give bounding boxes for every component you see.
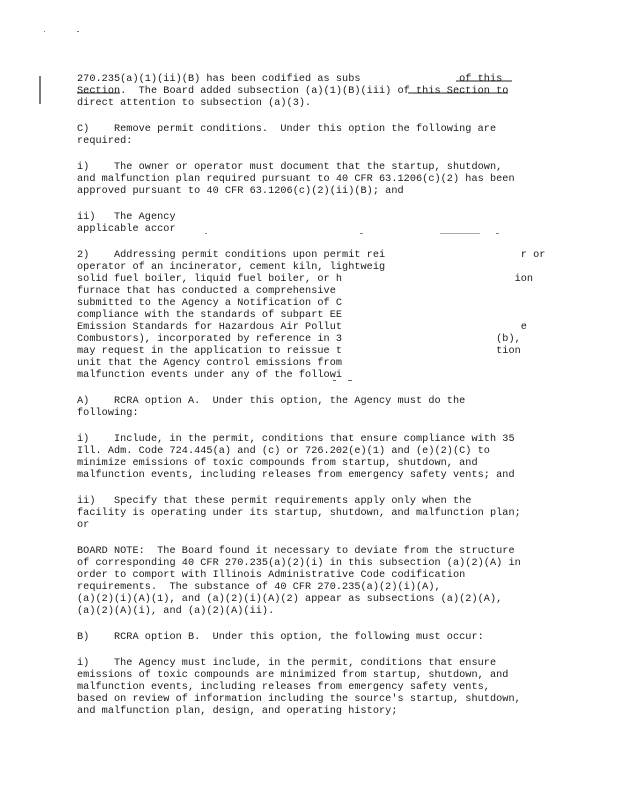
text-line: order to comport with Illinois Administrative Code codification: [77, 570, 466, 581]
text-line: malfunction events, including releases from emergency safety vents; and: [77, 470, 515, 481]
text-line: requirements. The substance of 40 CFR 270.235(a)(2)(i)(A),: [77, 582, 441, 593]
text-line: ii) Specify that these permit requirements apply only when the: [77, 496, 472, 507]
text-line: ii) The Agency: [77, 212, 176, 223]
text-line: malfunction events under any of the followi: [77, 370, 343, 381]
text-line: C) Remove permit conditions. Under this option the following are: [77, 124, 497, 135]
scan-speck: [496, 233, 499, 234]
text-line: (a)(2)(A)(i), and (a)(2)(A)(ii).: [77, 606, 275, 617]
text-line: minimize emissions of toxic compounds from startup, shutdown, and: [77, 458, 478, 469]
text-line: B) RCRA option B. Under this option, the following must occur:: [77, 632, 484, 643]
text-line: (a)(2)(i)(A)(1), and (a)(2)(i)(A)(2) appear as subsections (a)(2)(A),: [77, 594, 503, 605]
text-line: i) Include, in the permit, conditions that ensure compliance with 35: [77, 434, 515, 445]
text-line: emissions of toxic compounds are minimized from startup, shutdown, and: [77, 670, 509, 681]
text-line: Ill. Adm. Code 724.445(a) and (c) or 726.202(e)(1) and (e)(2)(C) to: [77, 446, 490, 457]
text-line: approved pursuant to 40 CFR 63.1206(c)(2)(ii)(B); and: [77, 186, 404, 197]
text-line: required:: [77, 136, 133, 147]
text-line: Section. The Board added subsection (a)(1)(B)(iii) of this Section to: [77, 86, 509, 97]
text-line: and malfunction plan required pursuant to 40 CFR 63.1206(c)(2) has been: [77, 174, 515, 185]
scan-speck: [440, 233, 480, 234]
text-line: direct attention to subsection (a)(3).: [77, 98, 312, 109]
text-line: compliance with the standards of subpart EE: [77, 310, 343, 321]
text-line: applicable accor: [77, 224, 176, 235]
text-line: may request in the application to reissue t tion: [77, 346, 521, 357]
text-line: 270.235(a)(1)(ii)(B) has been codified as subs of this: [77, 74, 503, 85]
text-line: A) RCRA option A. Under this option, the Agency must do the: [77, 396, 466, 407]
text-line: solid fuel boiler, liquid fuel boiler, or h ion: [77, 274, 534, 285]
text-line: or: [77, 520, 90, 531]
text-line: i) The owner or operator must document that the startup, shutdown,: [77, 162, 503, 173]
scan-speck: [77, 31, 79, 32]
text-line: Emission Standards for Hazardous Air Pollut e: [77, 322, 527, 333]
text-line: unit that the Agency control emissions from: [77, 358, 343, 369]
text-line: of corresponding 40 CFR 270.235(a)(2)(i) in this subsection (a)(2)(A) in: [77, 558, 521, 569]
scan-speck: [348, 380, 352, 381]
text-line: facility is operating under its startup, shutdown, and malfunction plan;: [77, 508, 521, 519]
scan-speck: [44, 31, 45, 32]
text-line: submitted to the Agency a Notification of C: [77, 298, 343, 309]
text-line: following:: [77, 408, 139, 419]
text-line: operator of an incinerator, cement kiln, lightweig: [77, 262, 386, 273]
scan-speck: [205, 233, 207, 234]
text-line: BOARD NOTE: The Board found it necessary to deviate from the structure: [77, 546, 515, 557]
text-line: i) The Agency must include, in the permit, conditions that ensure: [77, 658, 497, 669]
text-line: 2) Addressing permit conditions upon permit rei r or: [77, 250, 546, 261]
scan-speck: [360, 233, 363, 234]
text-line: and malfunction plan, design, and operating history;: [77, 706, 398, 717]
text-line: based on review of information including the source's startup, shutdown,: [77, 694, 521, 705]
text-line: malfunction events, including releases from emergency safety vents,: [77, 682, 490, 693]
text-line: furnace that has conducted a comprehensive: [77, 286, 336, 297]
text-line: Combustors), incorporated by reference in 3 (b),: [77, 334, 521, 345]
